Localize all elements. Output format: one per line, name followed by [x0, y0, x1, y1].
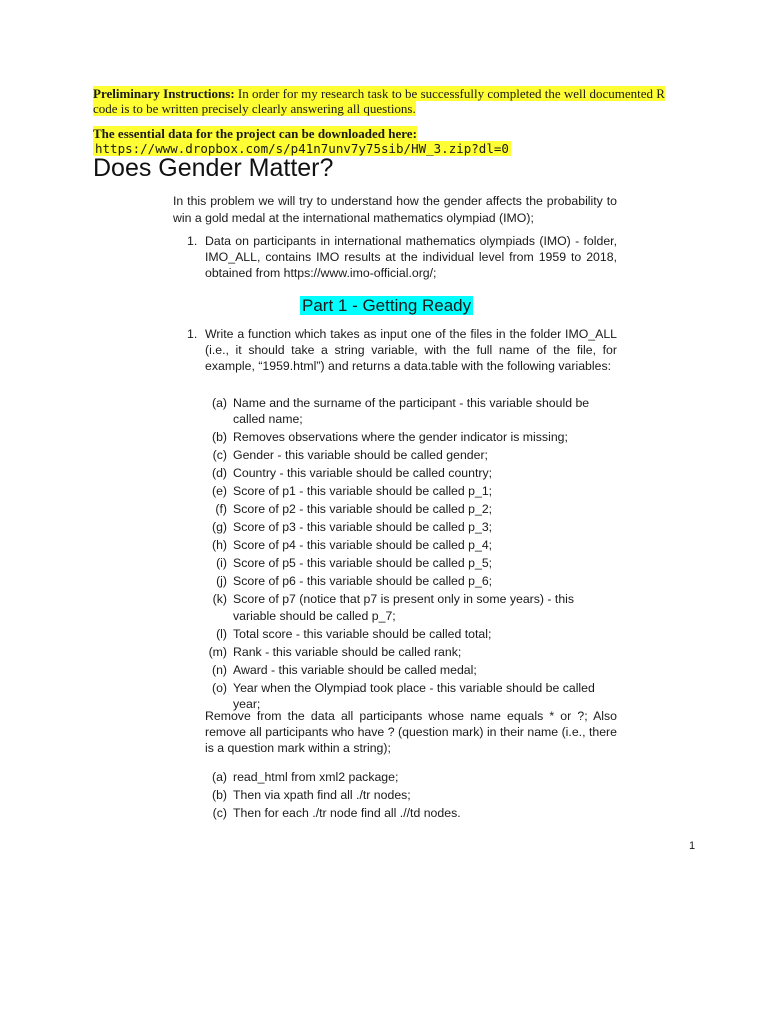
- list-item-label: (j): [216, 574, 227, 589]
- list-item-text: Total score - this variable should be called total;: [233, 626, 492, 641]
- list-item-label: (l): [216, 626, 227, 641]
- list-item: [205, 805, 617, 821]
- section-heading-text: Part 1 - Getting Ready: [302, 296, 472, 315]
- list-item: [205, 537, 617, 553]
- list-item-text: Award - this variable should be called medal;: [233, 662, 477, 677]
- list-item-text: Name and the surname of the participant - this variable should be called name;: [233, 396, 590, 427]
- download-link[interactable]: https://www.dropbox.com/s/p41n7unv7y75sib/HW_3.zip?dl=0: [95, 141, 509, 156]
- data-list: [173, 233, 617, 281]
- list-item-label: (o): [211, 680, 227, 695]
- list-item-text: Score of p1 - this variable should be called p_1;: [233, 484, 493, 499]
- list-item-text: Data on participants in international mathematics olympiads (IMO) - folder, IMO_ALL, contains IMO results at the individual level from 1959 to 2018, obtained from https://www.imo-official.org/;: [205, 234, 617, 280]
- remove-paragraph: Remove from the data all participants whose name equals * or ?; Also remove all participants who have ? (question mark) in their name (i.e., there is a question mark within a string);: [205, 709, 617, 755]
- list-item-text: read_html from xml2 package;: [233, 770, 399, 784]
- list-item-label: (c): [212, 806, 227, 820]
- list-item-label: (e): [211, 484, 227, 499]
- list-item: [205, 626, 617, 642]
- list-item: [205, 501, 617, 517]
- list-item-text: Then for each ./tr node find all .//td nodes.: [233, 806, 461, 820]
- hints-list: [205, 769, 617, 823]
- list-item: [205, 465, 617, 481]
- list-item: [205, 429, 617, 445]
- essential-label: The essential data for the project can be downloaded here:: [93, 126, 417, 141]
- list-item-text: Score of p5 - this variable should be called p_5;: [233, 556, 493, 571]
- list-item-label: (h): [211, 538, 227, 553]
- list-item: [205, 644, 617, 660]
- list-item: [205, 519, 617, 535]
- variables-list: [205, 395, 617, 714]
- list-item-text: Score of p2 - this variable should be called p_2;: [233, 502, 493, 517]
- list-item-number: 1.: [187, 234, 198, 248]
- list-item: [205, 573, 617, 589]
- list-item-text: Score of p3 - this variable should be called p_3;: [233, 520, 493, 535]
- list-item-label: (k): [212, 592, 227, 607]
- list-item-text: Rank - this variable should be called rank;: [233, 644, 462, 659]
- list-item-label: (n): [211, 662, 227, 677]
- list-item-text: Score of p4 - this variable should be called p_4;: [233, 538, 493, 553]
- page-title: Does Gender Matter?: [93, 154, 334, 182]
- list-item-text: Score of p6 - this variable should be called p_6;: [233, 574, 493, 589]
- list-item-text: Score of p7 (notice that p7 is present only in some years) - this variable should be called p_7;: [233, 592, 575, 623]
- list-item-label: (i): [216, 556, 227, 571]
- page-number: 1: [689, 840, 696, 852]
- list-item-label: (d): [211, 466, 227, 481]
- preliminary-instructions: [93, 86, 673, 116]
- list-item-label: (f): [215, 502, 227, 517]
- list-item: [205, 769, 617, 785]
- list-item-label: (b): [211, 788, 227, 802]
- list-item: [173, 326, 617, 374]
- preliminary-label: Preliminary Instructions:: [93, 86, 235, 101]
- list-item: [205, 395, 617, 428]
- list-item-label: (b): [211, 430, 227, 445]
- list-item-text: Removes observations where the gender indicator is missing;: [233, 430, 568, 445]
- task-list: [173, 326, 617, 374]
- list-item-text: Year when the Olympiad took place - this variable should be called year;: [233, 680, 595, 712]
- list-item-text: Write a function which takes as input one of the files in the folder IMO_ALL (i.e., it should take a string variable, with the full name of the file, for example, “1959.html”) and returns a data.table with the following variables:: [205, 327, 617, 373]
- list-item: [205, 662, 617, 678]
- list-item: [205, 483, 617, 499]
- list-item-text: Then via xpath find all ./tr nodes;: [233, 788, 411, 802]
- list-item-label: (m): [208, 644, 227, 659]
- list-item-text: Country - this variable should be called country;: [233, 466, 493, 481]
- intro-paragraph: In this problem we will try to understand how the gender affects the probability to win a gold medal at the international mathematics olympiad (IMO);: [173, 194, 617, 225]
- list-item-label: (a): [211, 396, 227, 410]
- list-item-text: Gender - this variable should be called gender;: [233, 448, 488, 463]
- list-item: [205, 787, 617, 803]
- list-item: [173, 233, 617, 281]
- list-item-label: (c): [212, 448, 227, 463]
- list-item: [205, 555, 617, 571]
- preliminary-text: In order for my research task to be successfully completed the well documented R code is to be written precisely clearly answering all questions.: [93, 86, 665, 116]
- list-item: [205, 447, 617, 463]
- list-item: [205, 591, 617, 624]
- list-item-label: (g): [211, 520, 227, 535]
- list-item-label: (a): [211, 770, 227, 784]
- list-item-number: 1.: [187, 327, 198, 341]
- section-heading: [300, 294, 473, 318]
